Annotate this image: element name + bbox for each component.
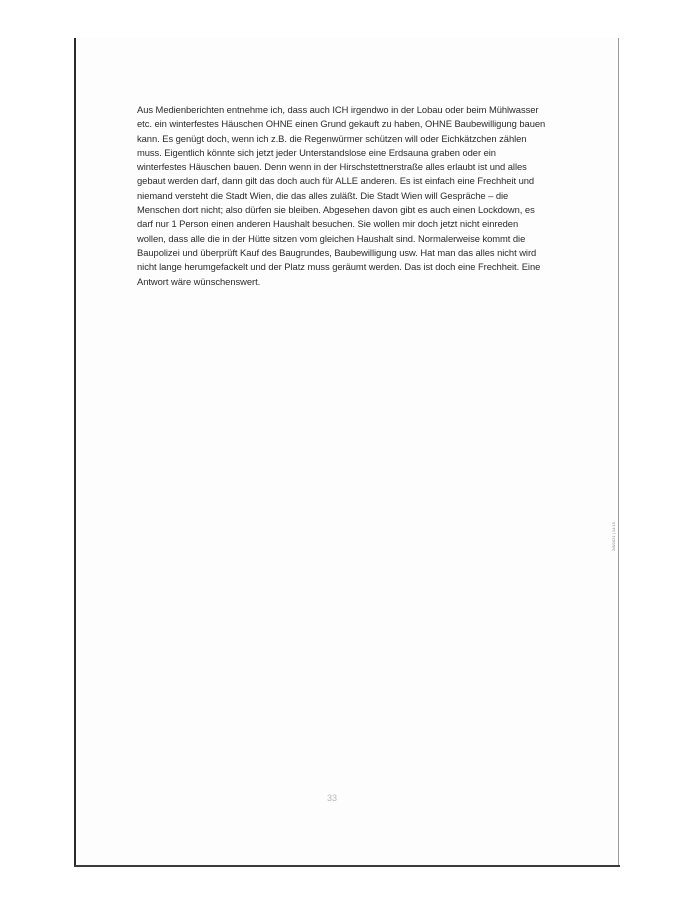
page-left-edge xyxy=(74,38,76,866)
margin-stamp-text: 2/8/2021 | 14:15 xyxy=(611,522,616,551)
page-number: 33 xyxy=(326,793,337,803)
margin-stamp xyxy=(609,513,619,551)
page-bottom-edge xyxy=(74,865,620,867)
page-right-edge xyxy=(618,38,619,866)
body-paragraph: Aus Medienberichten entnehme ich, dass auch ICH irgendwo in der Lobau oder beim Mühlwasser etc. ein winterfestes Häuschen OHNE einen Grund gekauft zu haben, OHNE Baubewilligung bauen kann. Es genügt doch, wenn ich z.B. die Regenwürmer schützen will oder Eichkätzchen zählen muss. Eigentlich könnte sich jetzt jeder Unterstandslose eine Erdsauna graben oder ein winterfestes Häuschen bauen. Denn wenn in der Hirschstettnerstraße alles erlaubt ist und alles gebaut werden darf, dann gilt das doch auch für ALLE anderen. Es ist einfach eine Frechheit und niemand versteht die Stadt Wien, die das alles zuläßt. Die Stadt Wien will Gespräche – die Menschen dort nicht; also dürfen sie bleiben. Abgesehen davon gibt es auch einen Lockdown, es darf nur 1 Person einen anderen Haushalt besuchen. Sie wollen mir doch jetzt nicht einreden wollen, dass alle die in der Hütte sitzen vom gleichen Haushalt sind. Normalerweise kommt die Baupolizei und überprüft Kauf des Baugrundes, Baubewilligung usw. Hat man das alles nicht wird nicht lange herumgefackelt und der Platz muss geräumt werden. Das ist doch eine Frechheit. Eine Antwort wäre wünschenswert. xyxy=(137,104,546,287)
